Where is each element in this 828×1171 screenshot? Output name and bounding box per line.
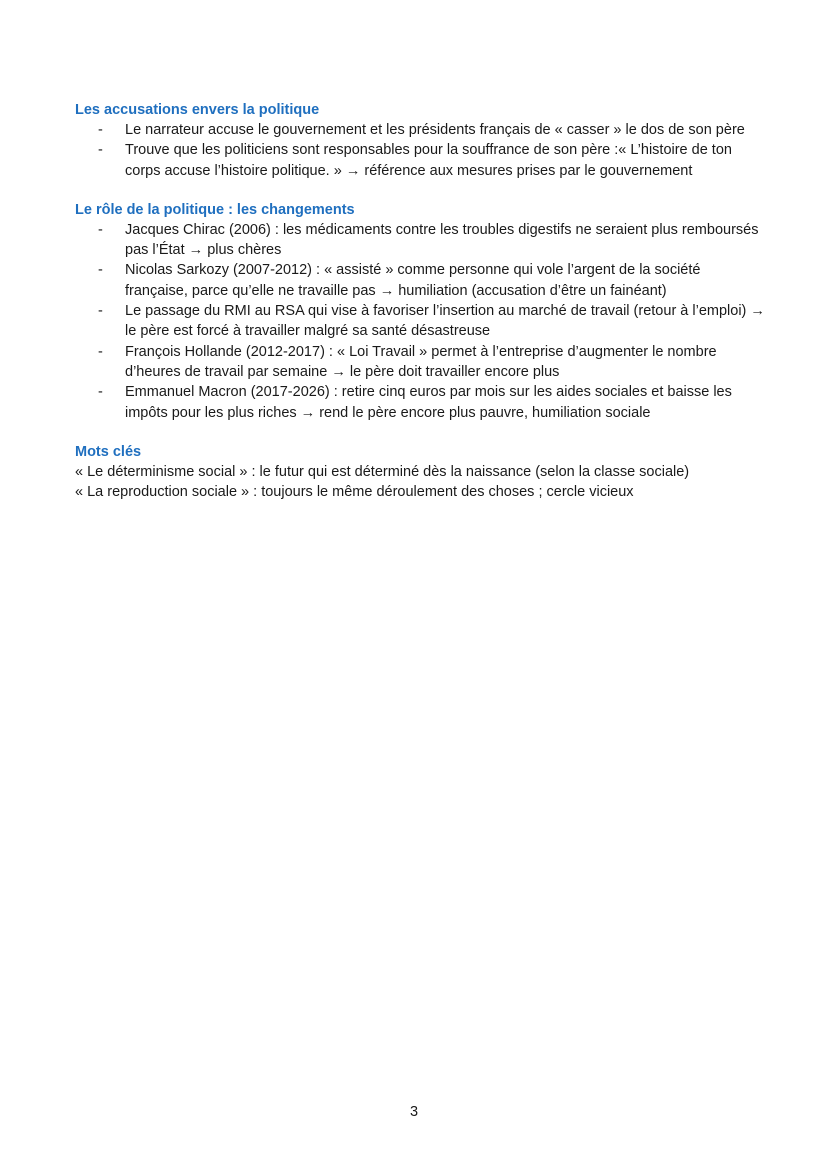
bullet-marker: - — [98, 122, 103, 138]
bullet-marker: - — [98, 221, 103, 238]
list-item: - Nicolas Sarkozy (2007-2012) : « assisté » comme personne qui vole l’argent de la société française, parce qu’elle ne travaille pas → humiliation (accusation d’être un fainéant) — [98, 262, 701, 299]
keyword-definition: « Le déterminisme social » : le futur qui est déterminé dès la naissance (selon la classe sociale) — [75, 463, 690, 480]
section-mots-cles — [75, 442, 765, 503]
bullet-marker: - — [98, 343, 103, 360]
keyword-definition: « La reproduction sociale » : toujours le même déroulement des choses ; cercle vicieux — [75, 484, 634, 501]
section-role-politique — [75, 200, 765, 423]
bullet-marker: - — [98, 384, 103, 401]
list-item: - Jacques Chirac (2006) : les médicaments contre les troubles digestifs ne seraient plus remboursés pas l’État → plus chères — [98, 221, 759, 259]
bullet-marker: - — [98, 303, 103, 320]
list-item: - Emmanuel Macron (2017-2026) : retire cinq euros par mois sur les aides sociales et baisse les impôts pour les plus riches → rend le père encore plus pauvre, humiliation sociale — [98, 384, 732, 421]
section-accusations — [75, 100, 765, 181]
list-item: - François Hollande (2012-2017) : « Loi Travail » permet à l’entreprise d’augmenter le nombre d’heures de travail par semaine → le père doit travailler encore plus — [98, 343, 717, 380]
document-page — [75, 100, 765, 521]
list-item: - Trouve que les politiciens sont responsables pour la souffrance de son père :« L’histoire de ton corps accuse l’histoire politique. » → référence aux mesures prises par le gouvernement — [98, 142, 732, 179]
list-item: - Le narrateur accuse le gouvernement et les présidents français de « casser » le dos de son père — [75, 120, 765, 140]
bullet-list — [75, 220, 765, 423]
bullet-list — [75, 120, 765, 181]
bullet-marker: - — [98, 262, 103, 279]
list-item: - Le passage du RMI au RSA qui vise à favoriser l’insertion au marché de travail (retour à l’emploi) → le père est forcé à travailler malgré sa santé désastreuse — [98, 303, 765, 340]
section-heading: Mots clés — [75, 443, 142, 460]
bullet-marker: - — [98, 142, 103, 159]
section-heading: Les accusations envers la politique — [75, 102, 320, 118]
page-number: 3 — [409, 1104, 419, 1120]
section-heading: Le rôle de la politique : les changements — [75, 201, 355, 218]
